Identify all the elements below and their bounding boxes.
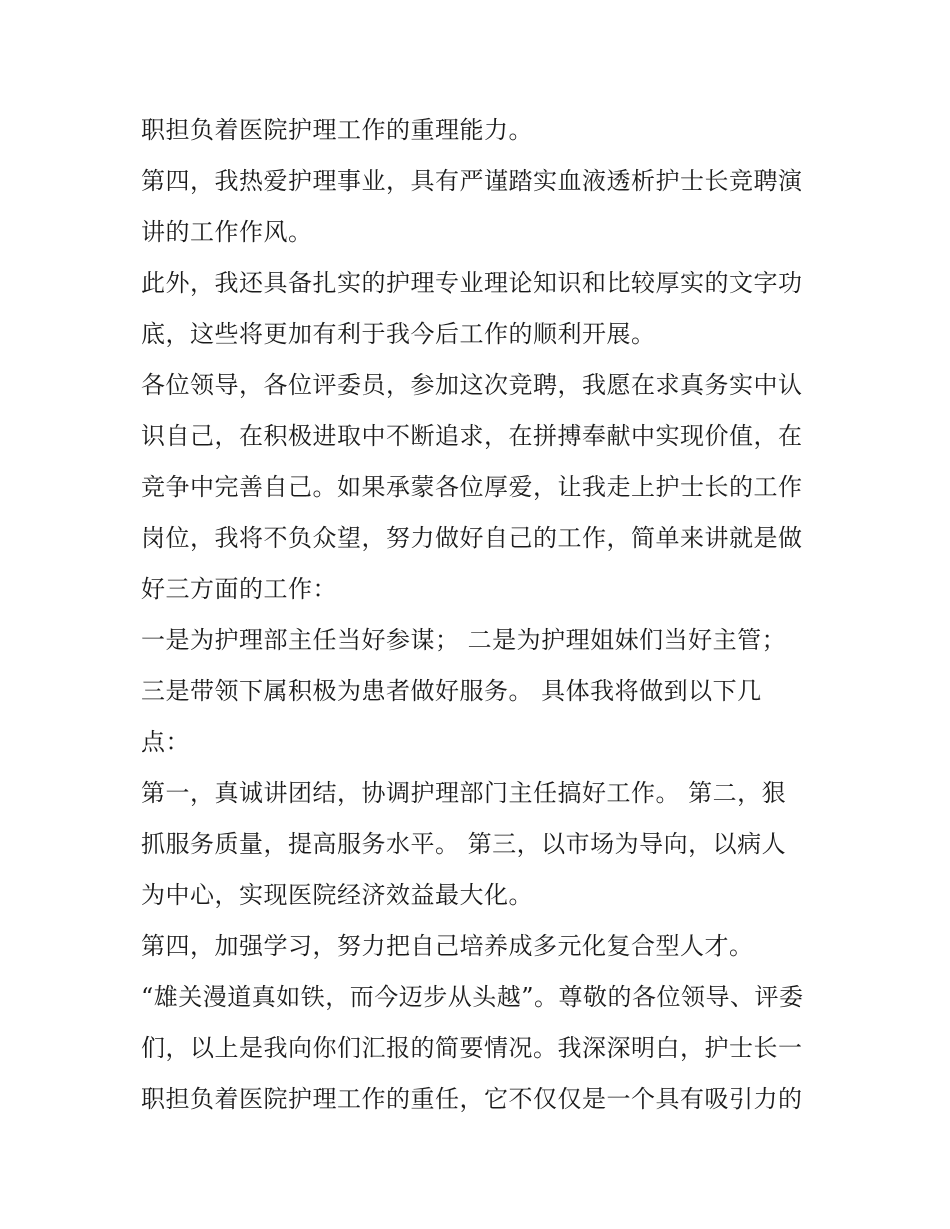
- text-line: 此外，我还具备扎实的护理专业理论知识和比较厚实的文字功: [141, 269, 803, 297]
- text-line: 职担负着医院护理工作的重理能力。: [141, 116, 533, 144]
- text-line: 识自己，在积极进取中不断追求，在拼搏奉献中实现价值，在: [141, 422, 803, 450]
- text-line: 各位领导，各位评委员，参加这次竞聘，我愿在求真务实中认: [141, 371, 803, 399]
- text-line: 们，以上是我向你们汇报的简要情况。我深深明白，护士长一: [141, 1034, 803, 1062]
- text-line: 底，这些将更加有利于我今后工作的顺利开展。: [141, 320, 656, 348]
- text-line: 第一，真诚讲团结，协调护理部门主任搞好工作。 第二，狠: [141, 779, 787, 807]
- text-line: 一是为护理部主任当好参谋； 二是为护理姐妹们当好主管；: [141, 626, 787, 654]
- text-line: 三是带领下属积极为患者做好服务。 具体我将做到以下几: [141, 677, 762, 705]
- text-line: 点：: [141, 728, 190, 756]
- text-line: 为中心，实现医院经济效益最大化。: [141, 881, 533, 909]
- text-line: 好三方面的工作：: [141, 575, 337, 603]
- text-line: 讲的工作作风。: [141, 218, 313, 246]
- text-line: 第四，我热爱护理事业，具有严谨踏实血液透析护士长竞聘演: [141, 167, 803, 195]
- text-line: “雄关漫道真如铁，而今迈步从头越”。尊敬的各位领导、评委: [141, 983, 804, 1011]
- text-line: 抓服务质量，提高服务水平。 第三，以市场为导向，以病人: [141, 830, 787, 858]
- text-line: 第四，加强学习，努力把自己培养成多元化复合型人才。: [141, 932, 754, 960]
- text-line: 职担负着医院护理工作的重任，它不仅仅是一个具有吸引力的: [141, 1085, 803, 1113]
- text-line: 竞争中完善自己。如果承蒙各位厚爱，让我走上护士长的工作: [141, 473, 803, 501]
- text-line: 岗位，我将不负众望，努力做好自己的工作，简单来讲就是做: [141, 524, 803, 552]
